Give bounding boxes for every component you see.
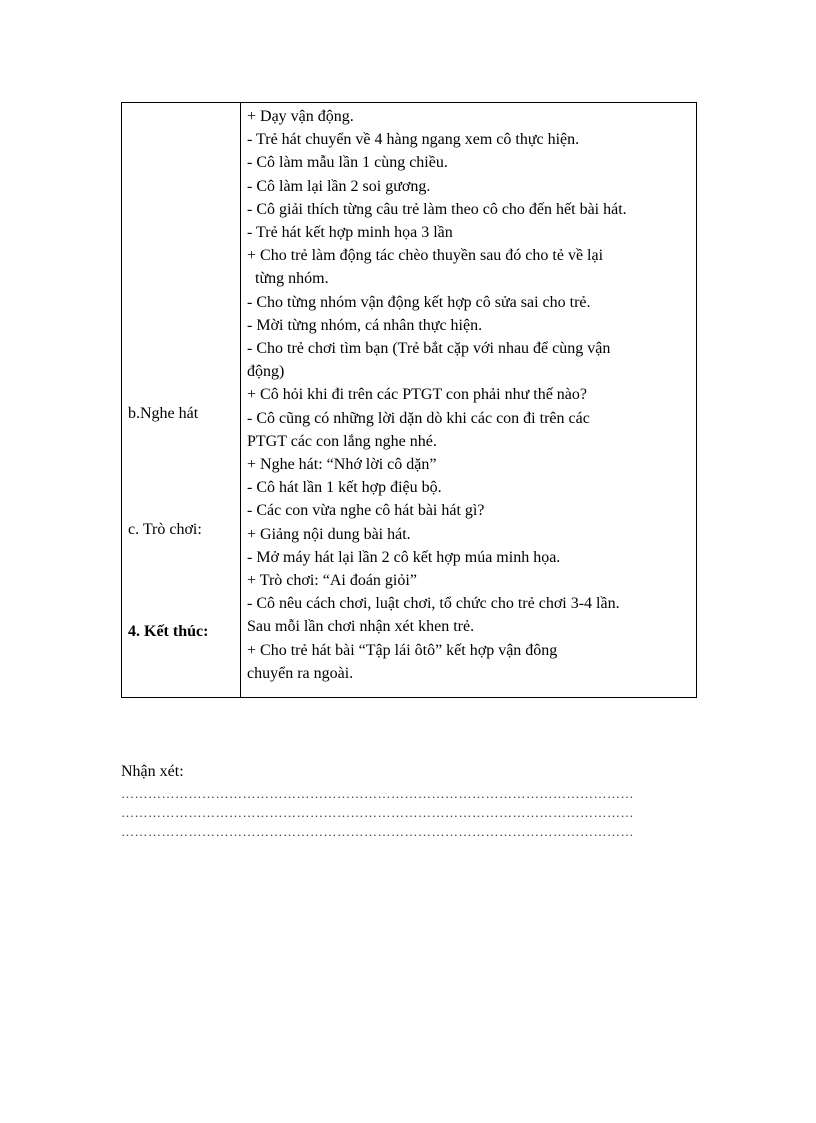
remarks-section xyxy=(121,760,697,841)
content-line: + Nghe hát: “Nhớ lời cô dặn” xyxy=(247,456,437,474)
content-line: - Cho từng nhóm vận động kết hợp cô sửa sai cho trẻ. xyxy=(247,293,591,311)
content-line: + Cho trẻ hát bài “Tập lái ôtô” kết hợp vận đông xyxy=(247,641,558,659)
remarks-dotted-line: …………………………………………………………………………………………………… xyxy=(121,805,634,820)
content-line: - Mở máy hát lại lần 2 cô kết hợp múa minh họa. xyxy=(247,548,561,566)
content-line: PTGT các con lắng nghe nhé. xyxy=(247,432,437,450)
content-line: - Cô giải thích từng câu trẻ làm theo cô cho đến hết bài hát. xyxy=(247,200,627,218)
remarks-title: Nhận xét: xyxy=(121,763,184,780)
content-line: Sau mỗi lần chơi nhận xét khen trẻ. xyxy=(247,618,475,636)
remarks-dotted-line: …………………………………………………………………………………………………… xyxy=(121,824,634,839)
remarks-dotted-line: …………………………………………………………………………………………………… xyxy=(121,786,634,801)
content-line: - Trẻ hát chuyển về 4 hàng ngang xem cô thực hiện. xyxy=(247,131,580,149)
label-ending: 4. Kết thúc: xyxy=(128,623,209,640)
content-line: + Trò chơi: “Ai đoán giỏi” xyxy=(247,572,417,590)
label-listen: b.Nghe hát xyxy=(128,405,199,422)
content-line: - Cô nêu cách chơi, luật chơi, tổ chức cho trẻ chơi 3-4 lần. xyxy=(247,595,620,613)
content-line: - Cho trẻ chơi tìm bạn (Trẻ bắt cặp với nhau để cùng vận xyxy=(247,340,611,358)
column-divider xyxy=(240,103,241,697)
activity-content-column xyxy=(247,105,695,685)
content-line: - Cô cũng có những lời dặn dò khi các con đi trên các xyxy=(247,409,590,427)
content-line: - Cô hát lần 1 kết hợp điệu bộ. xyxy=(247,479,442,497)
content-line: - Trẻ hát kết hợp minh họa 3 lần xyxy=(247,224,453,242)
content-line: động) xyxy=(247,363,285,381)
content-line: - Cô làm lại lần 2 soi gương. xyxy=(247,177,431,195)
lesson-plan-table xyxy=(121,102,697,698)
content-line: từng nhóm. xyxy=(247,270,329,288)
label-game: c. Trò chơi: xyxy=(128,521,202,538)
content-line: - Cô làm mẫu lần 1 cùng chiều. xyxy=(247,154,448,172)
activity-label-column xyxy=(122,103,240,697)
content-line: - Mời từng nhóm, cá nhân thực hiện. xyxy=(247,316,483,334)
content-line: + Cho trẻ làm động tác chèo thuyền sau đó cho tẻ về lại xyxy=(247,247,604,265)
content-line: + Dạy vận động. xyxy=(247,108,354,125)
content-line: - Các con vừa nghe cô hát bài hát gì? xyxy=(247,502,485,520)
content-line: + Giảng nội dung bài hát. xyxy=(247,525,411,543)
content-line: chuyển ra ngoài. xyxy=(247,664,354,682)
content-line: + Cô hỏi khi đi trên các PTGT con phải như thế nào? xyxy=(247,386,587,404)
